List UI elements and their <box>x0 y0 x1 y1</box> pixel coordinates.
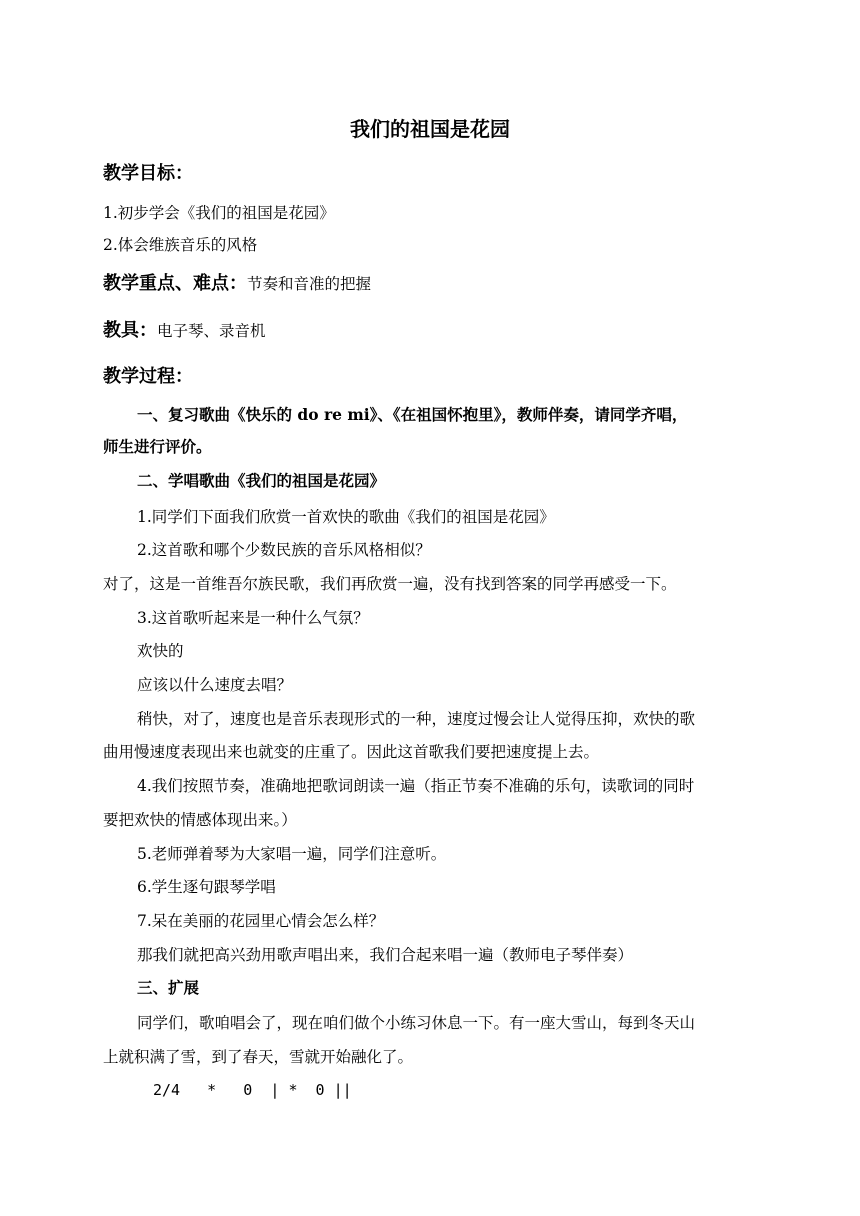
paragraph-3-answer-2-line2: 曲用慢速度表现出来也就变的庄重了。因此这首歌我们要把速度提上去。 <box>103 743 600 761</box>
paragraph-3-question-2: 应该以什么速度去唱？ <box>137 676 293 694</box>
rhythm-notation: 2/4 * 0 | * 0 || <box>153 1081 352 1099</box>
paragraph-3: 3.这首歌听起来是一种什么气氛？ <box>137 609 369 627</box>
key-points-text: 节奏和音准的把握 <box>247 275 372 293</box>
section2-heading: 二、学唱歌曲《我们的祖国是花园》 <box>137 471 386 490</box>
paragraph-2: 2.这首歌和哪个少数民族的音乐风格相似？ <box>137 541 431 559</box>
paragraph-5: 5.老师弹着琴为大家唱一遍，同学们注意听。 <box>137 845 447 863</box>
key-points-row <box>103 272 763 296</box>
paragraph-7: 7.呆在美丽的花园里心情会怎么样？ <box>137 912 385 930</box>
key-points-label: 教学重点、难点： <box>103 273 247 294</box>
document-title: 我们的祖国是花园 <box>350 117 510 141</box>
objectives-heading: 教学目标： <box>103 163 193 184</box>
tools-row <box>103 319 763 343</box>
paragraph-1: 1.同学们下面我们欣赏一首欢快的歌曲《我们的祖国是花园》 <box>137 508 555 526</box>
objective-item-2: 2.体会维族音乐的风格 <box>103 236 258 254</box>
objective-item-1: 1.初步学会《我们的祖国是花园》 <box>103 204 335 222</box>
section1-line1: 一、复习歌曲《快乐的 do re mi》、《在祖国怀抱里》，教师伴奏，请同学齐唱， <box>137 405 688 424</box>
paragraph-3-answer-2-line1: 稍快，对了，速度也是音乐表现形式的一种，速度过慢会让人觉得压抑，欢快的歌 <box>137 710 696 728</box>
section1-line2: 师生进行评价。 <box>103 437 212 456</box>
tools-label: 教具： <box>103 320 157 341</box>
extension-line1: 同学们，歌咱唱会了，现在咱们做个小练习休息一下。有一座大雪山，每到冬天山 <box>137 1014 696 1032</box>
paragraph-4-line2: 要把欢快的情感体现出来。） <box>103 811 297 829</box>
process-heading: 教学过程： <box>103 366 193 387</box>
paragraph-3-answer: 欢快的 <box>137 642 184 660</box>
paragraph-6: 6.学生逐句跟琴学唱 <box>137 878 276 896</box>
paragraph-4-line1: 4.我们按照节奏，准确地把歌词朗读一遍（指正节奏不准确的乐句，读歌词的同时 <box>137 777 695 795</box>
tools-text: 电子琴、录音机 <box>157 322 266 340</box>
extension-line2: 上就积满了雪，到了春天，雪就开始融化了。 <box>103 1048 414 1066</box>
section3-heading: 三、扩展 <box>137 978 200 997</box>
paragraph-2-answer: 对了，这是一首维吾尔族民歌，我们再欣赏一遍，没有找到答案的同学再感受一下。 <box>103 575 677 593</box>
paragraph-7-answer: 那我们就把高兴劲用歌声唱出来，我们合起来唱一遍（教师电子琴伴奏） <box>137 946 634 964</box>
